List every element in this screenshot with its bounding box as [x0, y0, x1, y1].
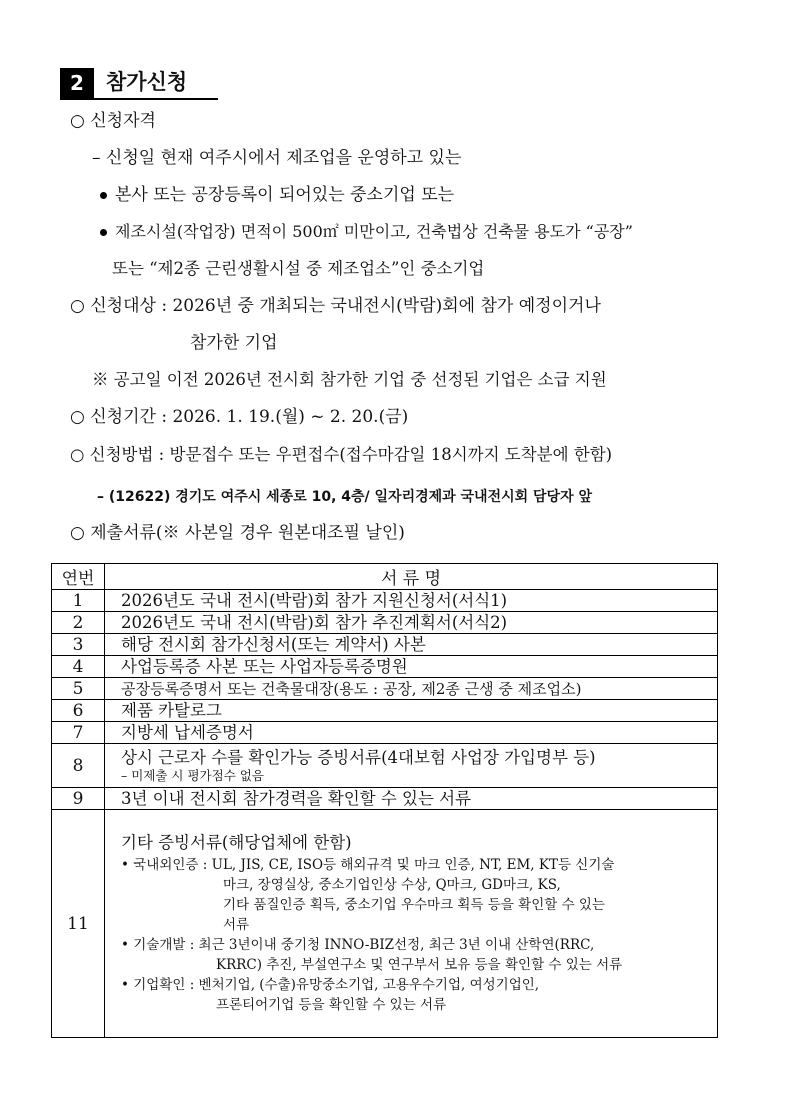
- etc-cert-line: 기타 품질인증 획득, 중소기업 우수마크 획득 등을 확인할 수 있는: [223, 897, 605, 913]
- etc-cert-line: • 국내외인증 : UL, JIS, CE, ISO등 해외규격 및 마크 인증, NT, EM, KT등 신기술: [121, 857, 615, 873]
- eligibility-label: ○ 신청자격: [70, 111, 156, 131]
- etc-cert-line: 마크, 장영실상, 중소기업인상 수상, Q마크, GD마크, KS,: [223, 877, 561, 893]
- row-document: 지방세 납세증명서: [105, 722, 718, 744]
- table-row: [52, 656, 718, 678]
- row-document: 3년 이내 전시회 참가경력을 확인할 수 있는 서류: [105, 788, 718, 810]
- row-document: 2026년도 국내 전시(박람)회 참가 지원신청서(서식1): [105, 590, 718, 612]
- row-document: [105, 810, 718, 1038]
- table-row: [52, 634, 718, 656]
- documents-label: ○ 제출서류(※ 사본일 경우 원본대조필 날인): [70, 523, 405, 543]
- section-title: 참가신청: [106, 70, 188, 94]
- application-method: ○ 신청방법 : 방문접수 또는 우편접수(접수마감일 18시까지 도착분에 한함): [70, 445, 613, 464]
- row-number: 2: [52, 612, 105, 634]
- target-line: ○ 신청대상 : 2026년 중 개최되는 국내전시(박람)회에 참가 예정이거나: [70, 296, 601, 316]
- etc-tech-line: • 기술개발 : 최근 3년이내 중기청 INNO-BIZ선정, 최근 3년 이내 산학연(RRC,: [121, 937, 595, 953]
- row-number: 8: [52, 744, 105, 788]
- target-line-cont: 참가한 기업: [190, 333, 278, 353]
- row-number: 1: [52, 590, 105, 612]
- row-number: 4: [52, 656, 105, 678]
- target-note: ※ 공고일 이전 2026년 전시회 참가한 기업 중 선정된 기업은 소급 지원: [92, 370, 607, 389]
- bullet-icon: [100, 192, 107, 199]
- row-document-title: 상시 근로자 수를 확인가능 증빙서류(4대보험 사업장 가입명부 등): [121, 748, 596, 767]
- row-number: 6: [52, 700, 105, 722]
- etc-cert-line: 서류: [223, 917, 250, 933]
- table-row: [52, 788, 718, 810]
- section-number: 2: [60, 68, 94, 98]
- column-header-document: 서 류 명: [105, 564, 718, 590]
- row-number: 9: [52, 788, 105, 810]
- row-document: 제품 카탈로그: [105, 700, 718, 722]
- table-row: [52, 612, 718, 634]
- etc-firm-line: 프론티어기업 등을 확인할 수 있는 서류: [216, 997, 447, 1013]
- row-document: 해당 전시회 참가신청서(또는 계약서) 사본: [105, 634, 718, 656]
- table-row: [52, 678, 718, 700]
- table-row: [52, 744, 718, 788]
- table-header-row: [52, 564, 718, 590]
- application-period: ○ 신청기간 : 2026. 1. 19.(월) ~ 2. 20.(금): [70, 407, 409, 427]
- row-number: 3: [52, 634, 105, 656]
- row-document: 사업등록증 사본 또는 사업자등록증명원: [105, 656, 718, 678]
- row-number: 7: [52, 722, 105, 744]
- table-row: [52, 700, 718, 722]
- eligibility-bullet-1: 본사 또는 공장등록이 되어있는 중소기업 또는: [100, 183, 454, 207]
- eligibility-condition: – 신청일 현재 여주시에서 제조업을 운영하고 있는: [92, 148, 462, 168]
- table-row: [52, 722, 718, 744]
- row-document: 2026년도 국내 전시(박람)회 참가 추진계획서(서식2): [105, 612, 718, 634]
- table-row: [52, 810, 718, 1038]
- etc-title: 기타 증빙서류(해당업체에 한함): [121, 833, 352, 852]
- etc-firm-line: • 기업확인 : 벤처기업, (수출)유망중소기업, 고용우수기업, 여성기업인,: [121, 977, 540, 993]
- row-document: 공장등록증명서 또는 건축물대장(용도 : 공장, 제2종 근생 중 제조업소): [105, 678, 718, 700]
- row-document: [105, 744, 718, 788]
- row-document-note: – 미제출 시 평가점수 없음: [121, 768, 264, 783]
- title-underline: [60, 98, 218, 100]
- column-header-number: 연번: [52, 564, 105, 590]
- table-row: [52, 590, 718, 612]
- eligibility-bullet-2: 제조시설(작업장) 면적이 500㎡ 미만이고, 건축법상 건축물 용도가 “공장”: [100, 220, 633, 244]
- mailing-address: – (12622) 경기도 여주시 세종로 10, 4층/ 일자리경제과 국내전시회 담당자 앞: [97, 489, 592, 505]
- documents-table: [51, 563, 718, 1038]
- row-number: 5: [52, 678, 105, 700]
- bullet-icon: [100, 229, 107, 236]
- eligibility-bullet-2-cont: 또는 “제2종 근린생활시설 중 제조업소”인 중소기업: [112, 259, 485, 278]
- row-number: 11: [52, 810, 105, 1038]
- etc-tech-line: KRRC) 추진, 부설연구소 및 연구부서 보유 등을 확인할 수 있는 서류: [216, 957, 623, 973]
